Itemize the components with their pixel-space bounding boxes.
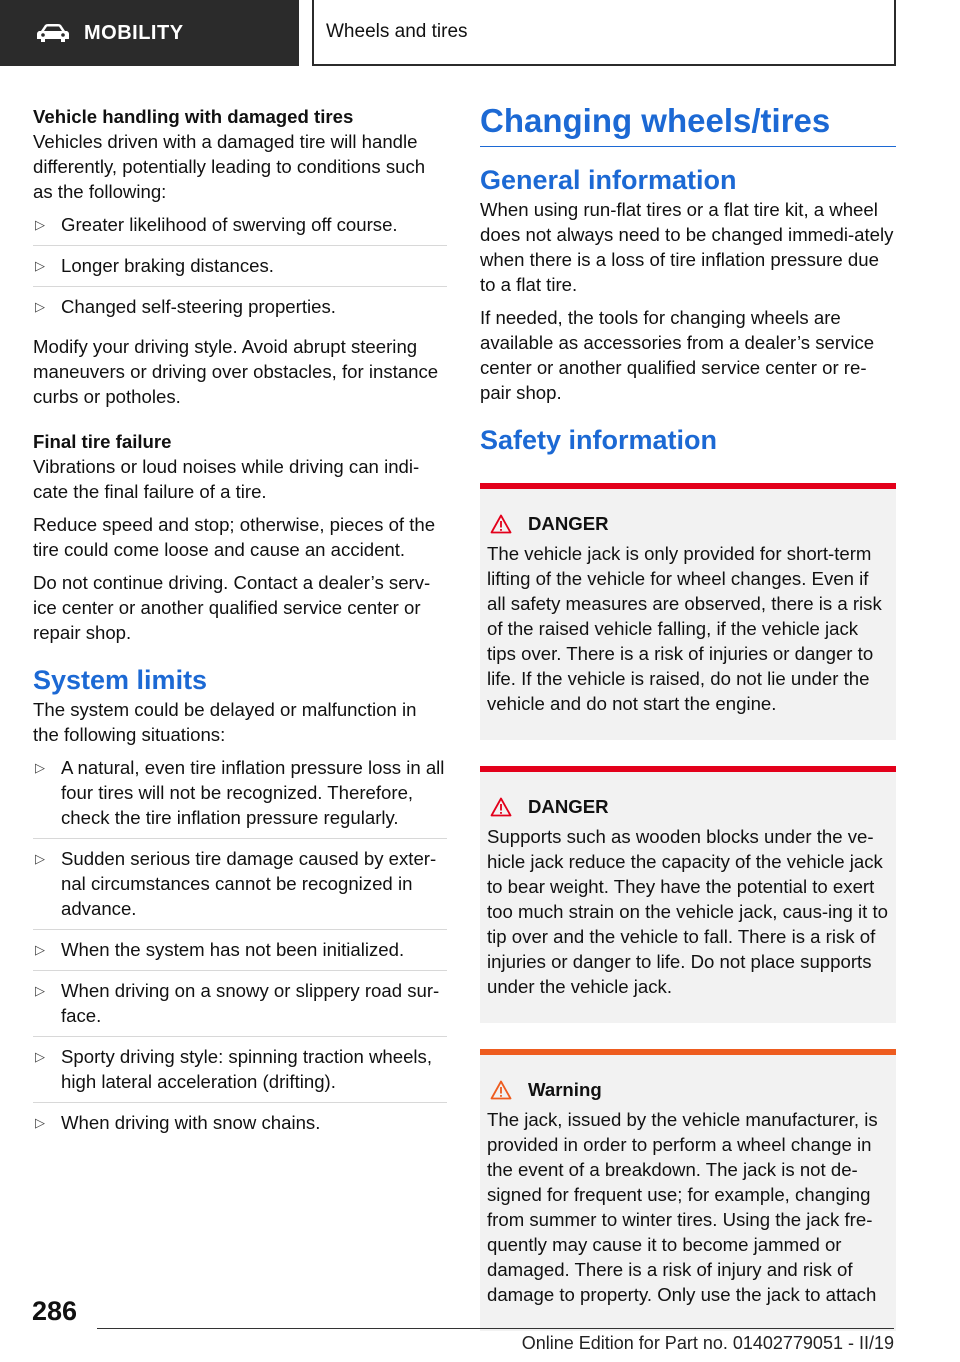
section-header: [0, 0, 299, 66]
handling-heading: Vehicle handling with damaged tires: [33, 106, 354, 127]
bullet-icon: ▷: [35, 299, 45, 314]
bullet-icon: ▷: [35, 851, 45, 866]
car-icon: [36, 22, 70, 44]
failure-paragraph: Reduce speed and stop; otherwise, pieces of the tire could come loose and cause an accident.: [33, 514, 436, 560]
handling-advice: Modify your driving style. Avoid abrupt steering maneuvers or driving over obstacles, for instance curbs or potholes.: [33, 336, 439, 407]
footer-divider: [97, 1328, 894, 1329]
list-item: ▷ A natural, even tire inflation pressure loss in all four tires will not be recognized. Therefore, check the tire inflation pressure regularly.: [33, 755, 447, 839]
danger-text: Supports such as wooden blocks under the ve-hicle jack reduce the capacity of the vehicle jack to bear weight. They have the potential to exert too much strain on the vehicle jack, caus-ing it to tip over and the vehicle to fall. There is a risk of injuries or danger to life. Do not place supports under the vehicle jack.: [487, 826, 889, 997]
danger-box: [480, 483, 896, 740]
chapter-header: [312, 0, 896, 66]
warning-text: The jack, issued by the vehicle manufacturer, is provided in order to perform a wheel change in the event of a breakdown. The jack is not de-signed for frequent use; for example, changing from summer to winter tires. Using the jack fre-quently may cause it to become jammed or damaged. There is a risk of injury and risk of damage to property. Only use the jack to attach: [487, 1109, 878, 1305]
bullet-icon: ▷: [35, 983, 45, 998]
general-heading: General information: [480, 165, 737, 195]
chapter-title: Wheels and tires: [326, 21, 468, 42]
list-item: ▷ When driving on a snowy or slippery road sur-face.: [33, 978, 447, 1037]
warning-triangle-icon: [490, 514, 512, 534]
warning-triangle-icon: [490, 797, 512, 817]
safety-heading: Safety information: [480, 425, 718, 455]
list-item: ▷ Longer braking distances.: [33, 253, 447, 287]
failure-paragraph: Vibrations or loud noises while driving can indi-cate the final failure of a tire.: [33, 456, 420, 502]
left-column: [33, 100, 447, 1150]
warning-label: Warning: [528, 1079, 602, 1100]
failure-heading: Final tire failure: [33, 431, 172, 452]
list-item: ▷ When driving with snow chains.: [35, 1112, 321, 1133]
section-title: MOBILITY: [84, 21, 184, 44]
page-number: 286: [32, 1296, 78, 1326]
warning-box: [480, 1049, 896, 1331]
list-item: ▷ Changed self-steering properties.: [35, 296, 336, 317]
danger-box: [480, 766, 896, 1023]
limits-intro: The system could be delayed or malfunction in the following situations:: [33, 699, 417, 745]
list-item: ▷ Sudden serious tire damage caused by exter-nal circumstances cannot be recognized in advance.: [33, 846, 447, 930]
danger-label: DANGER: [528, 513, 609, 534]
bullet-icon: ▷: [35, 217, 45, 232]
bullet-icon: ▷: [35, 760, 45, 775]
bullet-icon: ▷: [35, 1115, 45, 1130]
danger-text: The vehicle jack is only provided for short-term lifting of the vehicle for wheel changes. Even if all safety measures are observed, there is a risk of the raised vehicle falling, if the vehicle jack tips over. There is a risk of injuries or danger to life. If the vehicle is raised, do not lie under the vehicle and do not start the engine.: [487, 543, 882, 714]
list-item: ▷ Greater likelihood of swerving off course.: [33, 212, 447, 246]
general-paragraph: When using run-flat tires or a flat tire kit, a wheel does not always need to be changed immedi-ately when there is a loss of tire inflation pressure due to a flat tire.: [480, 199, 894, 295]
list-item: ▷ When the system has not been initialized.: [33, 937, 447, 971]
bullet-icon: ▷: [35, 942, 45, 957]
general-paragraph: If needed, the tools for changing wheels are available as accessories from a dealer’s service center or another qualified service center or re-pair shop.: [480, 307, 875, 403]
limits-list: [33, 755, 447, 1143]
handling-list: [33, 212, 447, 327]
handling-intro: Vehicles driven with a damaged tire will handle differently, potentially leading to conditions such as the following:: [33, 131, 426, 202]
main-title: Changing wheels/tires: [480, 100, 896, 147]
edition-text: Online Edition for Part no. 01402779051 - II/19: [521, 1333, 894, 1353]
danger-label: DANGER: [528, 796, 609, 817]
warning-triangle-icon: [490, 1080, 512, 1100]
bullet-icon: ▷: [35, 258, 45, 273]
list-item: ▷ Sporty driving style: spinning traction wheels, high lateral acceleration (drifting).: [33, 1044, 447, 1103]
bullet-icon: ▷: [35, 1049, 45, 1064]
failure-paragraph: Do not continue driving. Contact a dealer’s serv-ice center or another qualified service center or repair shop.: [33, 572, 431, 643]
right-column: [480, 100, 896, 1331]
limits-heading: System limits: [33, 665, 208, 695]
